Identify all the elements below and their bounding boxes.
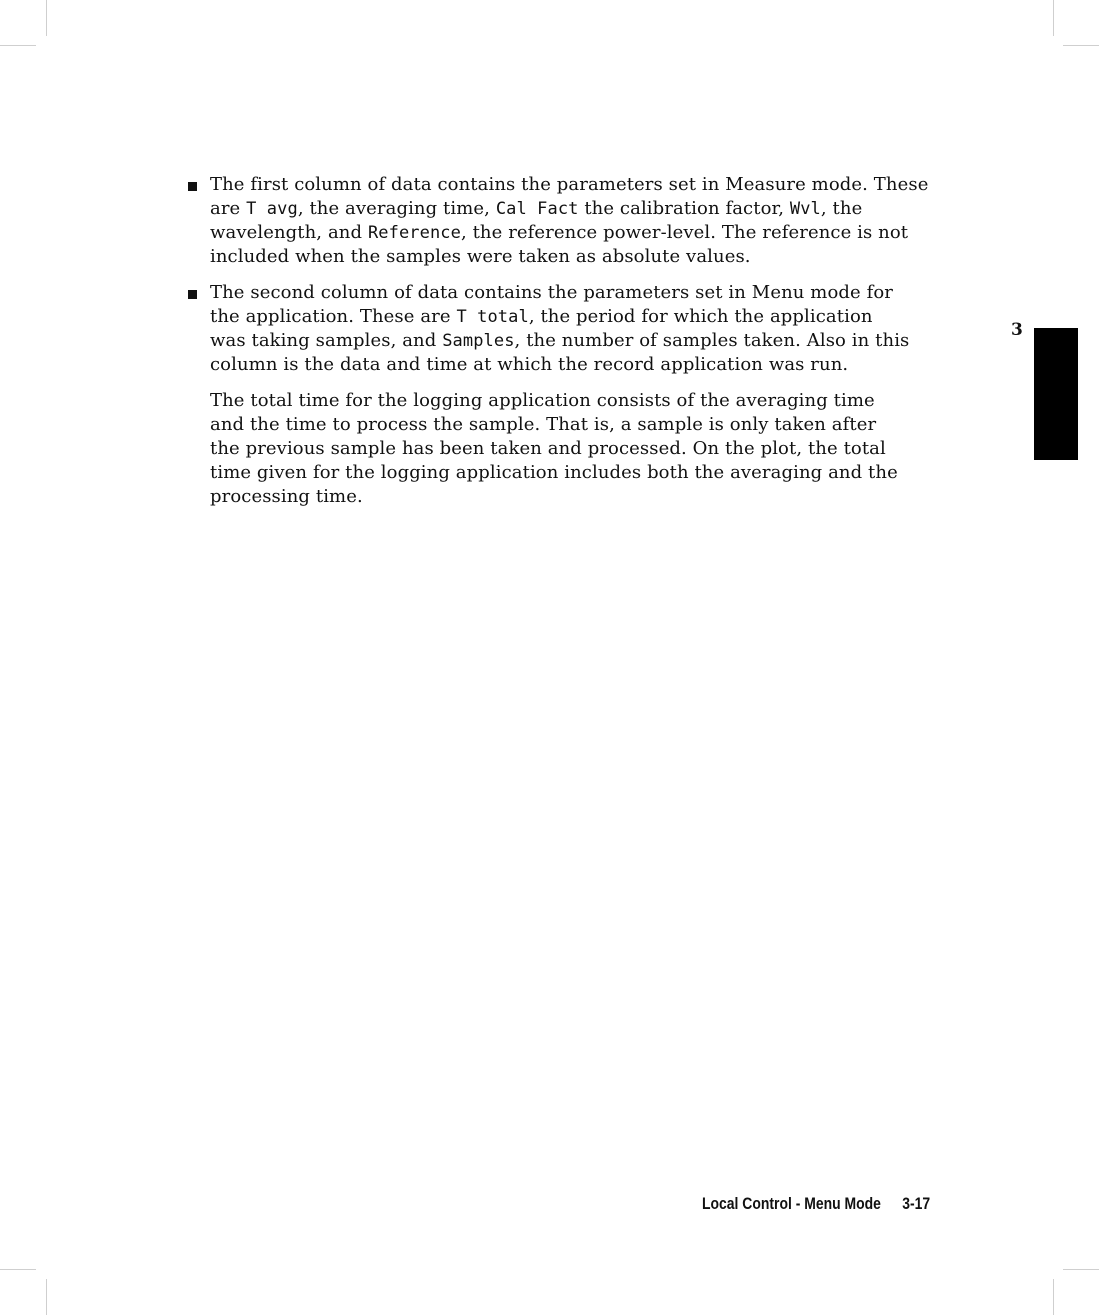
text-line: included when the samples were taken as absolute values.	[210, 246, 751, 267]
code-term: T avg	[246, 199, 298, 219]
text-line: are T avg, the averaging time, Cal Fact the calibration factor, Wvl, the	[210, 198, 863, 219]
page-body	[188, 173, 948, 509]
bullet-item	[188, 173, 948, 269]
crop-mark-bottom-left-h	[0, 1269, 36, 1270]
bullet-item	[188, 281, 948, 377]
crop-mark-bottom-left-v	[46, 1279, 47, 1315]
chapter-tab-number: 3	[1011, 320, 1023, 340]
code-term: Reference	[367, 223, 461, 243]
crop-mark-top-right-h	[1063, 45, 1099, 46]
code-term: Cal Fact	[495, 199, 579, 219]
bullet-text	[210, 173, 948, 269]
text-line: wavelength, and Reference, the reference power-level. The reference is not	[210, 222, 909, 243]
bullet-square-icon	[188, 290, 197, 299]
page-footer	[702, 1194, 930, 1214]
text-line: the application. These are T total, the period for which the application	[210, 306, 873, 327]
code-term: Samples	[442, 331, 515, 351]
bullet-square-icon	[188, 182, 197, 191]
footer-section-title: Local Control - Menu Mode	[702, 1194, 881, 1213]
code-term: Wvl	[789, 199, 821, 219]
code-term: T total	[456, 307, 529, 327]
paragraph-line: time given for the logging application includes both the averaging and the	[210, 462, 898, 483]
paragraph-line: the previous sample has been taken and processed. On the plot, the total	[210, 438, 886, 459]
text-line: was taking samples, and Samples, the number of samples taken. Also in this	[210, 330, 910, 351]
text-line: The first column of data contains the parameters set in Measure mode. These	[210, 174, 929, 195]
footer-page-number: 3-17	[902, 1194, 931, 1213]
paragraph-line: The total time for the logging application consists of the averaging time	[210, 390, 875, 411]
crop-mark-top-right-v	[1053, 0, 1054, 36]
paragraph-line: and the time to process the sample. That is, a sample is only taken after	[210, 414, 877, 435]
crop-mark-top-left-v	[46, 0, 47, 36]
body-paragraph-text	[210, 389, 948, 509]
crop-mark-bottom-right-v	[1053, 1279, 1054, 1315]
crop-mark-top-left-h	[0, 45, 36, 46]
body-paragraph	[188, 389, 948, 509]
chapter-tab-marker	[1034, 328, 1078, 460]
text-line: column is the data and time at which the record application was run.	[210, 354, 849, 375]
paragraph-line: processing time.	[210, 486, 363, 507]
crop-mark-bottom-right-h	[1063, 1269, 1099, 1270]
bullet-text	[210, 281, 948, 377]
text-line: The second column of data contains the parameters set in Menu mode for	[210, 282, 893, 303]
